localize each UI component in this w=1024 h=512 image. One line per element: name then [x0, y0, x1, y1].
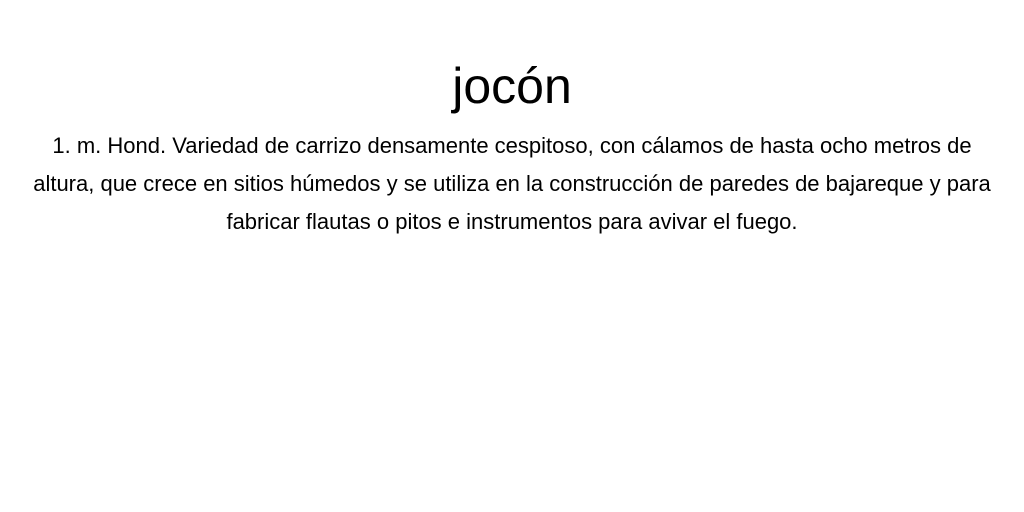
definition-text: 1. m. Hond. Variedad de carrizo densamente cespitoso, con cálamos de hasta ocho metros de altura, que crece en sitios húmedos y se utiliza en la construcción de paredes de bajareque y para fabricar flautas o pitos e instrumentos para avivar el fuego. [33, 133, 991, 234]
headword-title: jocón [452, 58, 572, 114]
